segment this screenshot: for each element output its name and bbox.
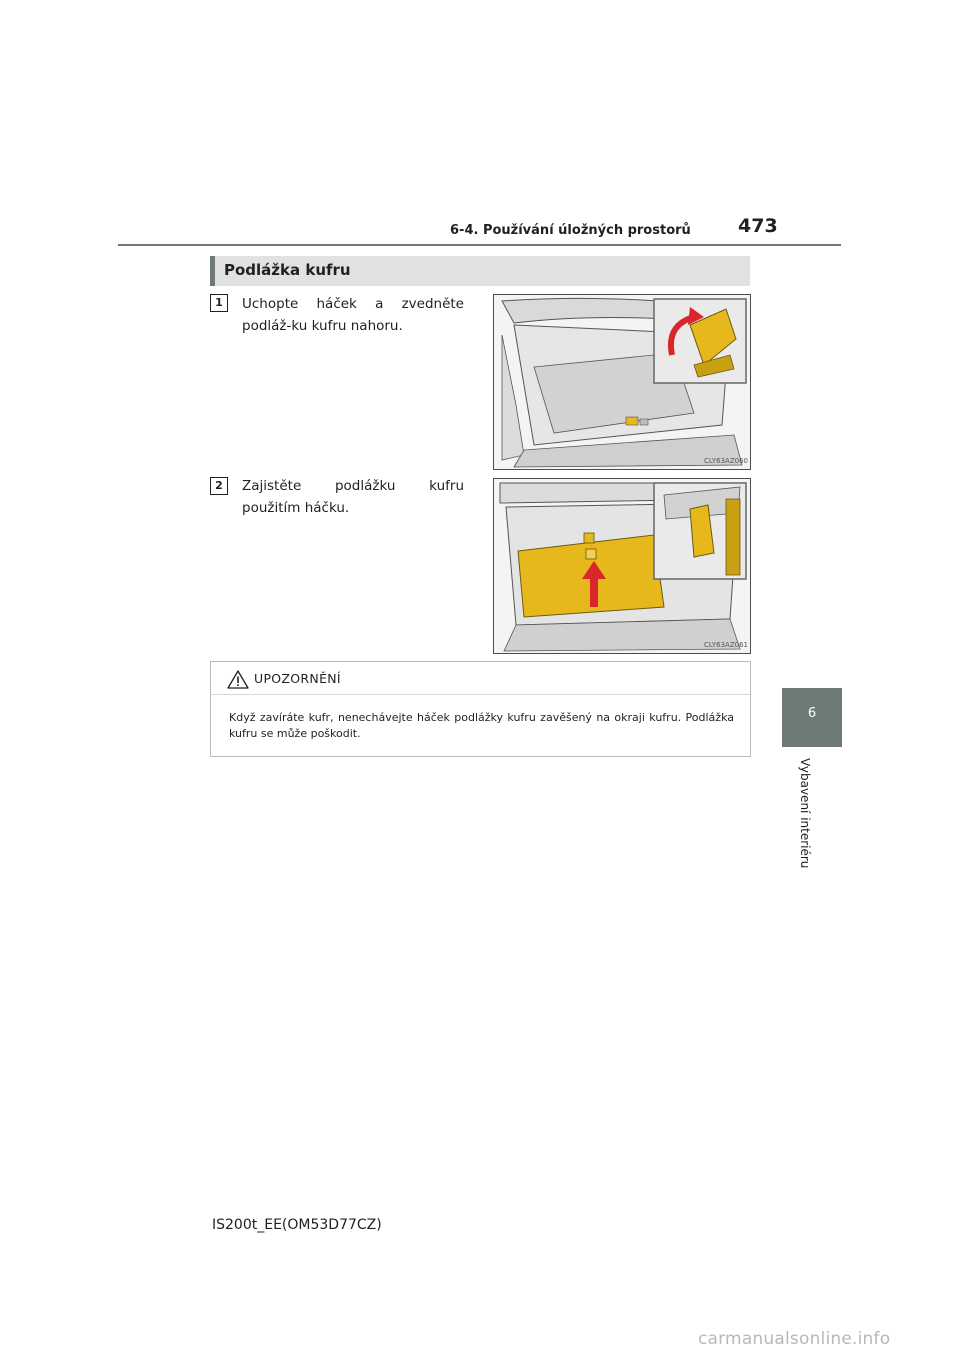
caution-box bbox=[210, 661, 751, 757]
illustration-trunk-hook bbox=[493, 478, 751, 654]
section-accent bbox=[210, 256, 215, 286]
warning-triangle-icon bbox=[227, 670, 249, 689]
footer-model-code: IS200t_EE(OM53D77CZ) bbox=[212, 1217, 382, 1233]
chapter-label: Vybavení interiéru bbox=[798, 758, 812, 869]
chapter-tab bbox=[782, 688, 842, 747]
header-section-title: 6-4. Používání úložných prostorů bbox=[450, 223, 691, 238]
step-text-1: Uchopte háček a zvedněte podláž-ku kufru nahoru. bbox=[242, 296, 464, 334]
image-code-1: CLY63AZ060 bbox=[704, 457, 748, 465]
footer-watermark: carmanualsonline.info bbox=[698, 1329, 891, 1349]
step-number-1: 1 bbox=[210, 294, 228, 312]
illustration-trunk-lift bbox=[493, 294, 751, 470]
caution-text: Když zavíráte kufr, nenechávejte háček podlážky kufru zavěšený na okraji kufru. Podlážka kufru se může poškodit. bbox=[229, 711, 734, 740]
caution-header bbox=[211, 662, 750, 695]
image-code-2: CLY63AZ061 bbox=[704, 641, 748, 649]
step-number-2: 2 bbox=[210, 477, 228, 495]
header-rule bbox=[118, 244, 841, 246]
section-heading-bar bbox=[210, 256, 750, 286]
chapter-number: 6 bbox=[807, 706, 817, 721]
step-text-2: Zajistěte podlážku kufru použitím háčku. bbox=[242, 478, 464, 516]
caution-title: UPOZORNĚNÍ bbox=[254, 671, 341, 686]
section-title: Podlážka kufru bbox=[224, 261, 351, 279]
page-number: 473 bbox=[738, 215, 778, 237]
